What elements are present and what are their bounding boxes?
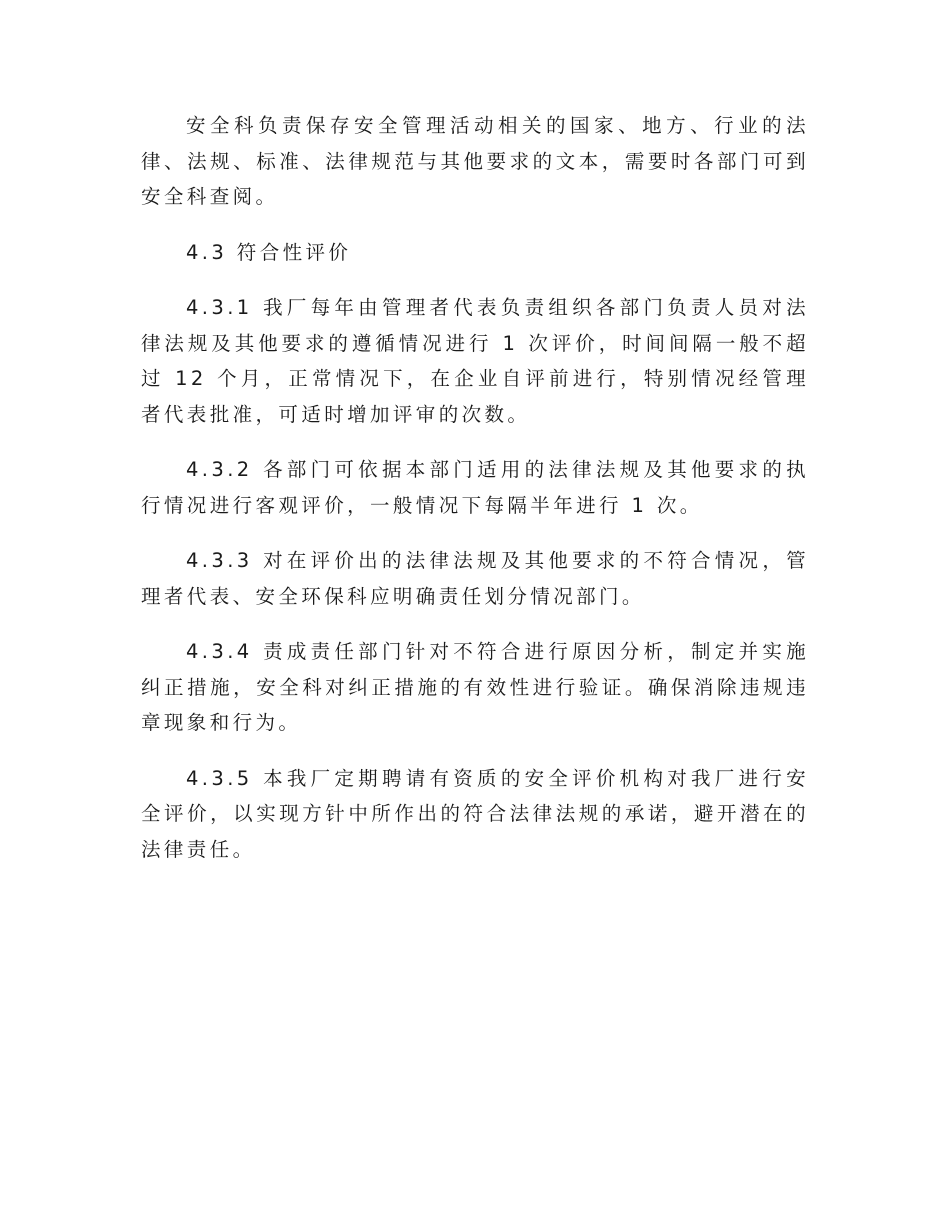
paragraph-4-3-3: 4.3.3 对在评价出的法律法规及其他要求的不符合情况，管理者代表、安全环保科应明确责任划分情况部门。 <box>141 549 809 608</box>
paragraph-records-storage: 安全科负责保存安全管理活动相关的国家、地方、行业的法律、法规、标准、法律规范与其他要求的文本，需要时各部门可到安全科查阅。 <box>141 114 809 208</box>
paragraph-4-3-4: 4.3.4 责成责任部门针对不符合进行原因分析，制定并实施纠正措施，安全科对纠正措施的有效性进行验证。确保消除违规违章现象和行为。 <box>141 640 809 734</box>
paragraph-4-3-1: 4.3.1 我厂每年由管理者代表负责组织各部门负责人员对法律法规及其他要求的遵循情况进行 1 次评价，时间间隔一般不超过 12 个月，正常情况下，在企业自评前进行，特别情况经管理者代表批准，可适时增加评审的次数。 <box>141 296 809 426</box>
paragraph-4-3-5: 4.3.5 本我厂定期聘请有资质的安全评价机构对我厂进行安全评价，以实现方针中所作出的符合法律法规的承诺，避开潜在的法律责任。 <box>141 766 809 861</box>
paragraph-4-3-2: 4.3.2 各部门可依据本部门适用的法律法规及其他要求的执行情况进行客观评价，一般情况下每隔半年进行 1 次。 <box>141 458 809 517</box>
document-body <box>141 108 809 887</box>
section-heading-compliance-evaluation: 4.3 符合性评价 <box>186 240 352 264</box>
